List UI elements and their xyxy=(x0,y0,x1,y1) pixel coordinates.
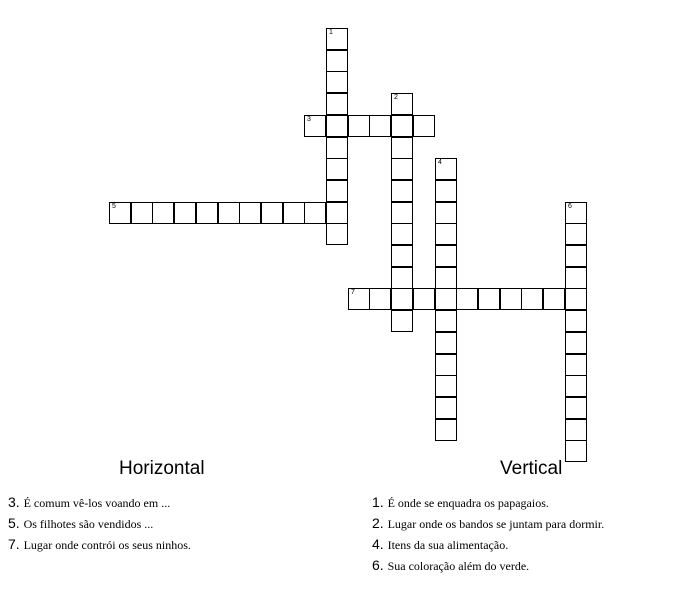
grid-cell[interactable] xyxy=(435,202,457,224)
clue-text: Sua coloração além do verde. xyxy=(387,559,530,573)
grid-cell[interactable] xyxy=(196,202,218,224)
grid-cell[interactable] xyxy=(326,28,348,50)
grid-cell[interactable] xyxy=(391,202,413,224)
grid-cell[interactable] xyxy=(369,115,391,137)
grid-cell[interactable] xyxy=(435,267,457,289)
grid-cell[interactable] xyxy=(391,137,413,159)
grid-cell[interactable] xyxy=(304,202,326,224)
grid-cell[interactable] xyxy=(435,397,457,419)
grid-cell[interactable] xyxy=(109,202,131,224)
grid-cell[interactable] xyxy=(456,288,478,310)
grid-cell[interactable] xyxy=(391,115,413,137)
grid-cell[interactable] xyxy=(565,397,587,419)
cell-number: 3 xyxy=(307,116,311,123)
grid-cell[interactable] xyxy=(261,202,283,224)
grid-cell[interactable] xyxy=(326,50,348,72)
clue-across-7: 7. Lugar onde contrói os seus ninhos. xyxy=(8,536,191,552)
grid-cell[interactable] xyxy=(326,93,348,115)
grid-cell[interactable] xyxy=(565,354,587,376)
clue-number: 2 xyxy=(372,515,380,531)
grid-cell[interactable] xyxy=(391,288,413,310)
cell-number: 4 xyxy=(438,159,442,166)
grid-cell[interactable] xyxy=(565,332,587,354)
grid-cell[interactable] xyxy=(391,245,413,267)
grid-cell[interactable] xyxy=(326,71,348,93)
grid-cell[interactable] xyxy=(174,202,196,224)
grid-cell[interactable] xyxy=(348,288,370,310)
grid-cell[interactable] xyxy=(500,288,522,310)
grid-cell[interactable] xyxy=(413,115,435,137)
clue-down-1: 1. É onde se enquadra os papagaios. xyxy=(372,494,549,510)
clue-text: Lugar onde contrói os seus ninhos. xyxy=(23,538,191,552)
horizontal-heading: Horizontal xyxy=(119,458,205,479)
grid-cell[interactable] xyxy=(521,288,543,310)
grid-cell[interactable] xyxy=(348,115,370,137)
clue-across-5: 5. Os filhotes são vendidos ... xyxy=(8,515,154,531)
clue-text: Lugar onde os bandos se juntam para dormir. xyxy=(387,517,605,531)
grid-cell[interactable] xyxy=(478,288,500,310)
grid-cell[interactable] xyxy=(218,202,240,224)
clue-number: 3 xyxy=(8,494,16,510)
grid-cell[interactable] xyxy=(391,158,413,180)
clue-down-4: 4. Itens da sua alimentação. xyxy=(372,536,509,552)
grid-cell[interactable] xyxy=(565,267,587,289)
grid-cell[interactable] xyxy=(435,158,457,180)
vertical-clue-list xyxy=(372,494,604,578)
grid-cell[interactable] xyxy=(435,245,457,267)
grid-cell[interactable] xyxy=(304,115,326,137)
grid-cell[interactable] xyxy=(543,288,565,310)
grid-cell[interactable] xyxy=(565,245,587,267)
grid-cell[interactable] xyxy=(391,267,413,289)
grid-cell[interactable] xyxy=(413,288,435,310)
grid-cell[interactable] xyxy=(435,375,457,397)
cell-number: 6 xyxy=(568,203,572,210)
grid-cell[interactable] xyxy=(565,288,587,310)
clue-number: 6 xyxy=(372,557,380,573)
grid-cell[interactable] xyxy=(283,202,305,224)
grid-cell[interactable] xyxy=(565,375,587,397)
grid-cell[interactable] xyxy=(391,93,413,115)
clue-number: 5 xyxy=(8,515,16,531)
clue-text: É comum vê-los voando em ... xyxy=(23,496,171,510)
clue-text: É onde se enquadra os papagaios. xyxy=(387,496,549,510)
clue-number: 1 xyxy=(372,494,380,510)
clue-number: 4 xyxy=(372,536,380,552)
grid-cell[interactable] xyxy=(326,180,348,202)
grid-cell[interactable] xyxy=(326,158,348,180)
cell-number: 1 xyxy=(329,29,333,36)
grid-cell[interactable] xyxy=(435,223,457,245)
grid-cell[interactable] xyxy=(435,419,457,441)
cell-number: 5 xyxy=(112,203,116,210)
grid-cell[interactable] xyxy=(565,223,587,245)
grid-cell[interactable] xyxy=(391,223,413,245)
cell-number: 7 xyxy=(351,289,355,296)
grid-cell[interactable] xyxy=(565,310,587,332)
grid-cell[interactable] xyxy=(435,180,457,202)
vertical-heading: Vertical xyxy=(500,458,563,479)
horizontal-clue-list xyxy=(8,494,191,557)
grid-cell[interactable] xyxy=(152,202,174,224)
grid-cell[interactable] xyxy=(391,180,413,202)
clue-down-2: 2. Lugar onde os bandos se juntam para dormir. xyxy=(372,515,605,531)
grid-cell[interactable] xyxy=(369,288,391,310)
grid-cell[interactable] xyxy=(565,440,587,462)
clue-number: 7 xyxy=(8,536,16,552)
clue-text: Itens da sua alimentação. xyxy=(387,538,509,552)
grid-cell[interactable] xyxy=(435,288,457,310)
grid-cell[interactable] xyxy=(435,310,457,332)
grid-cell[interactable] xyxy=(565,202,587,224)
grid-cell[interactable] xyxy=(435,332,457,354)
clue-across-3: 3. É comum vê-los voando em ... xyxy=(8,494,171,510)
grid-cell[interactable] xyxy=(131,202,153,224)
grid-cell[interactable] xyxy=(391,310,413,332)
grid-cell[interactable] xyxy=(435,354,457,376)
clue-text: Os filhotes são vendidos ... xyxy=(23,517,154,531)
grid-cell[interactable] xyxy=(565,419,587,441)
cell-number: 2 xyxy=(394,94,398,101)
clue-down-6: 6. Sua coloração além do verde. xyxy=(372,557,530,573)
grid-cell[interactable] xyxy=(326,137,348,159)
grid-cell[interactable] xyxy=(326,202,348,224)
grid-cell[interactable] xyxy=(239,202,261,224)
grid-cell[interactable] xyxy=(326,223,348,245)
grid-cell[interactable] xyxy=(326,115,348,137)
